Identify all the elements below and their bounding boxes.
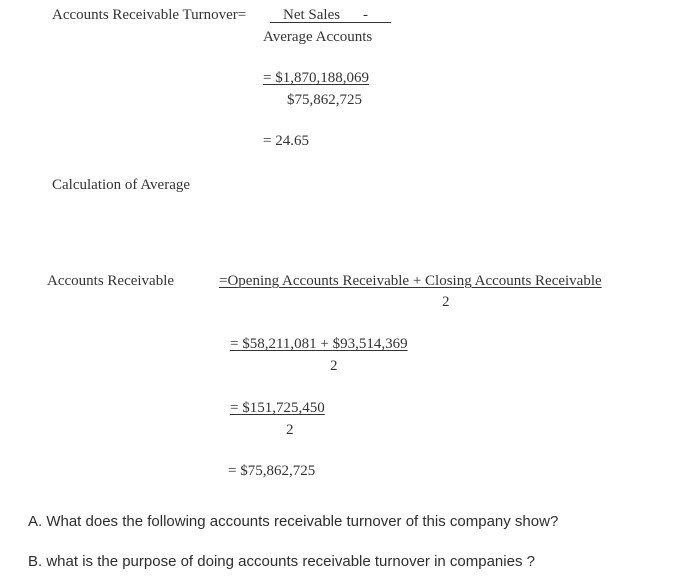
average-formula-denominator: 2 (442, 294, 450, 310)
turnover-dash: - (363, 7, 368, 23)
turnover-label: Accounts Receivable Turnover= (52, 7, 247, 23)
average-step2-numerator (230, 399, 325, 417)
turnover-numerator: Net Sales (283, 7, 341, 23)
turnover-step1-denominator: $75,862,725 (287, 92, 362, 108)
turnover-step1-numerator (263, 69, 369, 87)
question-b: B. what is the purpose of doing accounts receivable turnover in companies ? (28, 553, 535, 570)
average-step1-numerator-text: = $58,211,081 + $93,514,369 (230, 336, 408, 352)
average-result: = $75,862,725 (228, 463, 316, 479)
average-step2-denominator: 2 (286, 422, 294, 438)
average-heading: Calculation of Average (52, 177, 191, 193)
average-label: Accounts Receivable (47, 273, 175, 289)
average-formula-numerator (219, 272, 602, 290)
question-a: A. What does the following accounts receivable turnover of this company show? (28, 513, 559, 530)
turnover-result: = 24.65 (263, 133, 309, 149)
average-formula-numerator-text: =Opening Accounts Receivable + Closing Accounts Receivable (219, 273, 602, 289)
turnover-step1-numerator-text: = $1,870,188,069 (263, 70, 369, 86)
average-step2-numerator-text: = $151,725,450 (230, 400, 325, 416)
average-step1-denominator: 2 (330, 358, 338, 374)
average-step1-numerator (230, 335, 408, 353)
turnover-denominator: Average Accounts (263, 29, 373, 45)
